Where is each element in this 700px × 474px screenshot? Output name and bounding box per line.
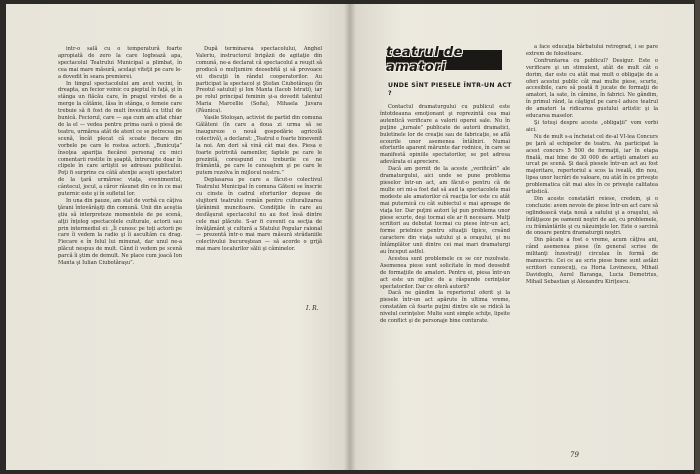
paragraph: Deplasarea pe care a făcut-o colectivul Teatrului Municipal în comuna Găteni se înscrie cu cinste în cadrul eforturilor depuse de slujitorii teatrului român pentru culturalizarea ţărănimii muncitoare. Condiţiile în care au desfăşurat spectacolul nu au fost însă dintre cele mai plăcute. S-ar fi cuvenit ca secţia de învăţământ şi cultură a Sfatului Popular raional — prezentă într-o mai mare măsură strădaniile colectivului bucureştean — să acorde o grijă mai mare localurilor sălii şi căminelor. xyxy=(196,177,322,253)
paragraph: In una din pauze, am stat de vorbă cu câţiva ţărani întovărăşiţi din comună. Unii din aceştia ştiu să interpreteze momentele de pe scenă, alţii înţeleg spectacolele culturale, actorii sau prin intermediul ei: „Îi cunosc pe toţi actorii pe care îi vedem la radio şi îi ascultăm cu drag. Fiecare e în felul lui minunat, dar unul ne-a plăcut nespus de mult. Când îi vedem pe scenă parcă îi ştim de demult. Ne place cum joacă Ion Manta şi Iulian Ciubotăraşu”. xyxy=(58,197,182,267)
right-column-2 xyxy=(526,44,658,286)
left-column-2 xyxy=(196,46,322,253)
paragraph: Contactul dramaturgului cu publicul este întotdeauna emoţionant şi reprezintă cea mai autentică verificare a valorii operei sale. Nu în puţine „jurnale” publicate de autorii dramatici, buletinele lor de creaţie sau de fabricaţie, se află ecourile unor asemenea întâlniri. Numai eforturile aparent mărunte dar rodnice, în care se manifestă opiniile spectatorilor, se pot adresa adevărata ei apreciere. xyxy=(380,104,510,166)
right-page xyxy=(350,4,694,470)
left-column-1 xyxy=(58,46,182,267)
paragraph: Dacă am pornit de la aceste „verificări” ale dramaturgului, aici unde se pune problema pieselor într-un act, am făcut-o pentru că de multe ori mi-a fost dat să aud la spectacolele mai modeste ale amatorilor că reacţia lor este cu atât mai puternică cu cât subiectul e mai aproape de viaţa lor. Dar puţini autori îşi pun problema unor piese scurte, deşi tocmai ele ar fi necesare. Mulţi scriitori au debutat tocmai cu piese într-un act, forme prielnice pentru situaţii tipice, creând caractere din viaţa satului şi a oraşului, şi nu întâmplător unii dintre cei mai mari dramaturgi au început astfel. xyxy=(380,166,510,256)
paragraph: Din păcate a fost o vreme, acum câţiva ani, când asemenea piese (în general scrise de militanţi înzestraţi) circulau în formă de manuscris. Cei ce au scris piese bune sunt astăzi scriitori cunoscuţi, ca Horia Lovinescu, Mihail Davidoglu, Aurel Baranga, Lucia Demetrius, Mihail Sebastian şi Alexandru Kiriţescu. xyxy=(526,237,658,285)
page-number: 79 xyxy=(570,451,579,459)
page-edge xyxy=(695,0,700,474)
paragraph: Din aceste constatări reiese, credem, şi o concluzie: avem nevoie de piese într-un act care să oglindească viaţa nouă a satului şi a oraşului, să înfăţişeze pe oamenii noştri de azi, cu problemele, cu frământările şi cu năzuinţele lor. Este o sarcină de onoare pentru dramaturgii noştri. xyxy=(526,195,659,237)
paragraph: intr-o sală cu o temperatură foarte apropiată de zero la care loghează apa, spectacolul Teatrului Municipal a plimbat, în cea mai mare măsură, acelaşi viteţii pe care le-a dovedit în seara premierei. xyxy=(58,46,182,80)
left-page xyxy=(6,4,350,470)
paragraph: Nu de mult s-a încheiat cel de-al VI-lea Concurs pe ţară al echipelor de teatru. Au participat la acest concurs 5 500 de formaţii, iar în etapa finală, mai bine de 30 000 de artişti amatori au urcat pe scenă. Şi dacă piesele într-un act au fost majoritare, repertoriul a scos la iveală, din nou, lipsa unor lucrări de valoare, nu atât în ce priveşte problematica cât mai ales în ce priveşte calitatea artistică. xyxy=(526,133,658,196)
book-gutter xyxy=(344,4,356,470)
paragraph: Confruntarea cu publicul? Desigur. Este o verificare şi un stimulent, atât de mult cât o dorim, dar este cu atât mai mult o obligaţie de a oferi acestui public cât mai multe piese, scurte, accesibile, care să poată fi jucate de formaţii de amatori, la sate, în cămine, în fabrici. Ne gândim, în primul rând, la câştigul pe care-l aduce teatrul de amatori la ridicarea gustului artistic şi la educarea maselor. xyxy=(526,57,658,120)
paragraph: După terminarea spectacolului, Anghel Valeriu, instructorul brigăzii de agitaţie din comună, ne-a declarat că spectacolul a reuşit să producă o mulţumire deosebită şi să provoace vii discuţii în rândul cooperatorilor. Au participat la spectacol şi Ştefan Ciubotăraşu (în Preotul satului) şi Ion Manta (Iacob Istrati), iar pe rolul principal feminin şi-a dovedit talentul Maria Marcellie (Sofia), Mihaela Juvara (Pâunica). xyxy=(196,46,322,115)
paragraph: Vasile Stoloşan, activist de partid din comuna Gălăteni (în care a doua zi urma să se inaugureze o nouă gospodărie agricolă colectivă), a declarat: „Teatrul e foarte binevenit la noi. Am dori să vină cât mai des. Piesa e foarte potrivită oamenilor, faptele pe care le prezintă, corespund cu treburile ce ne frământă, pe care le cunoaştem şi pe care le putem rezolva în mijlocul nostru.” xyxy=(196,115,322,177)
right-column-1 xyxy=(380,104,510,325)
banner-title: teatrul de amatori xyxy=(386,45,463,75)
paragraph: a face educaţia bărbatului retrograd, i se pare extrem de folositoare. xyxy=(526,44,658,57)
article-heading: UNDE SÎNT PIESELE ÎNTR-UN ACT ? xyxy=(388,82,512,97)
author-signature: I. R. xyxy=(306,305,319,312)
section-banner xyxy=(386,45,502,75)
paragraph: Dacă ne gândim la repertoriul oferit şi la piesele într-un act apărute în ultima vreme, constatăm că foarte puţini dintre ele se ridică la nivelul cerinţelor. Multe sunt simple schiţe, lipsite de conflict şi de personaje bine conturate. xyxy=(380,290,510,325)
paragraph: Şi totuşi despre aceste „obligaţii” vom vorbi aici. xyxy=(526,119,658,133)
paragraph: Acestea sunt problemele ce se cer rezolvate. Asemenea piese sunt solicitate în mod deosebit de formaţiile de amatori. Pentru ei, piesa într-un act este un mijloc de a răspunde cerinţelor spectatorilor. Dar ce oferă autorii? xyxy=(380,255,510,290)
paragraph: In timpul spectacolului am avut vecini, în dreapta, un fecior voinic cu pieptul în faţă, şi în stânga un flăcău care, în pragul virstei de a merge la cătănie, lăsa în stânga, o femeie care trebuie să fi fost de mult învestită cu titlul de bunică. Feciorul, care — aşa cum am aflat chiar de la el — vedea pentru prima oară o piesă de teatru, urmărea atât de atent ce se petrecea pe scenă, încât plecat că scoate fiecare din vorbele pe care le rostea actorii. „Bunicuţa” însoţea apariţia fiecărei personaj cu mici comentarii rostite în şoaptă, întrerupte doar în clipele în care artiştii se adresau publicului. Poţi fi surprins cu câtă atenţie aceşti spectatori de la ţară urmăresc viaţa, evenimentul, cântecul, jocul, a căror răsunet din ce în ce mai puternic este şi în sufletul lor. xyxy=(58,80,182,198)
book-spread xyxy=(6,4,694,470)
